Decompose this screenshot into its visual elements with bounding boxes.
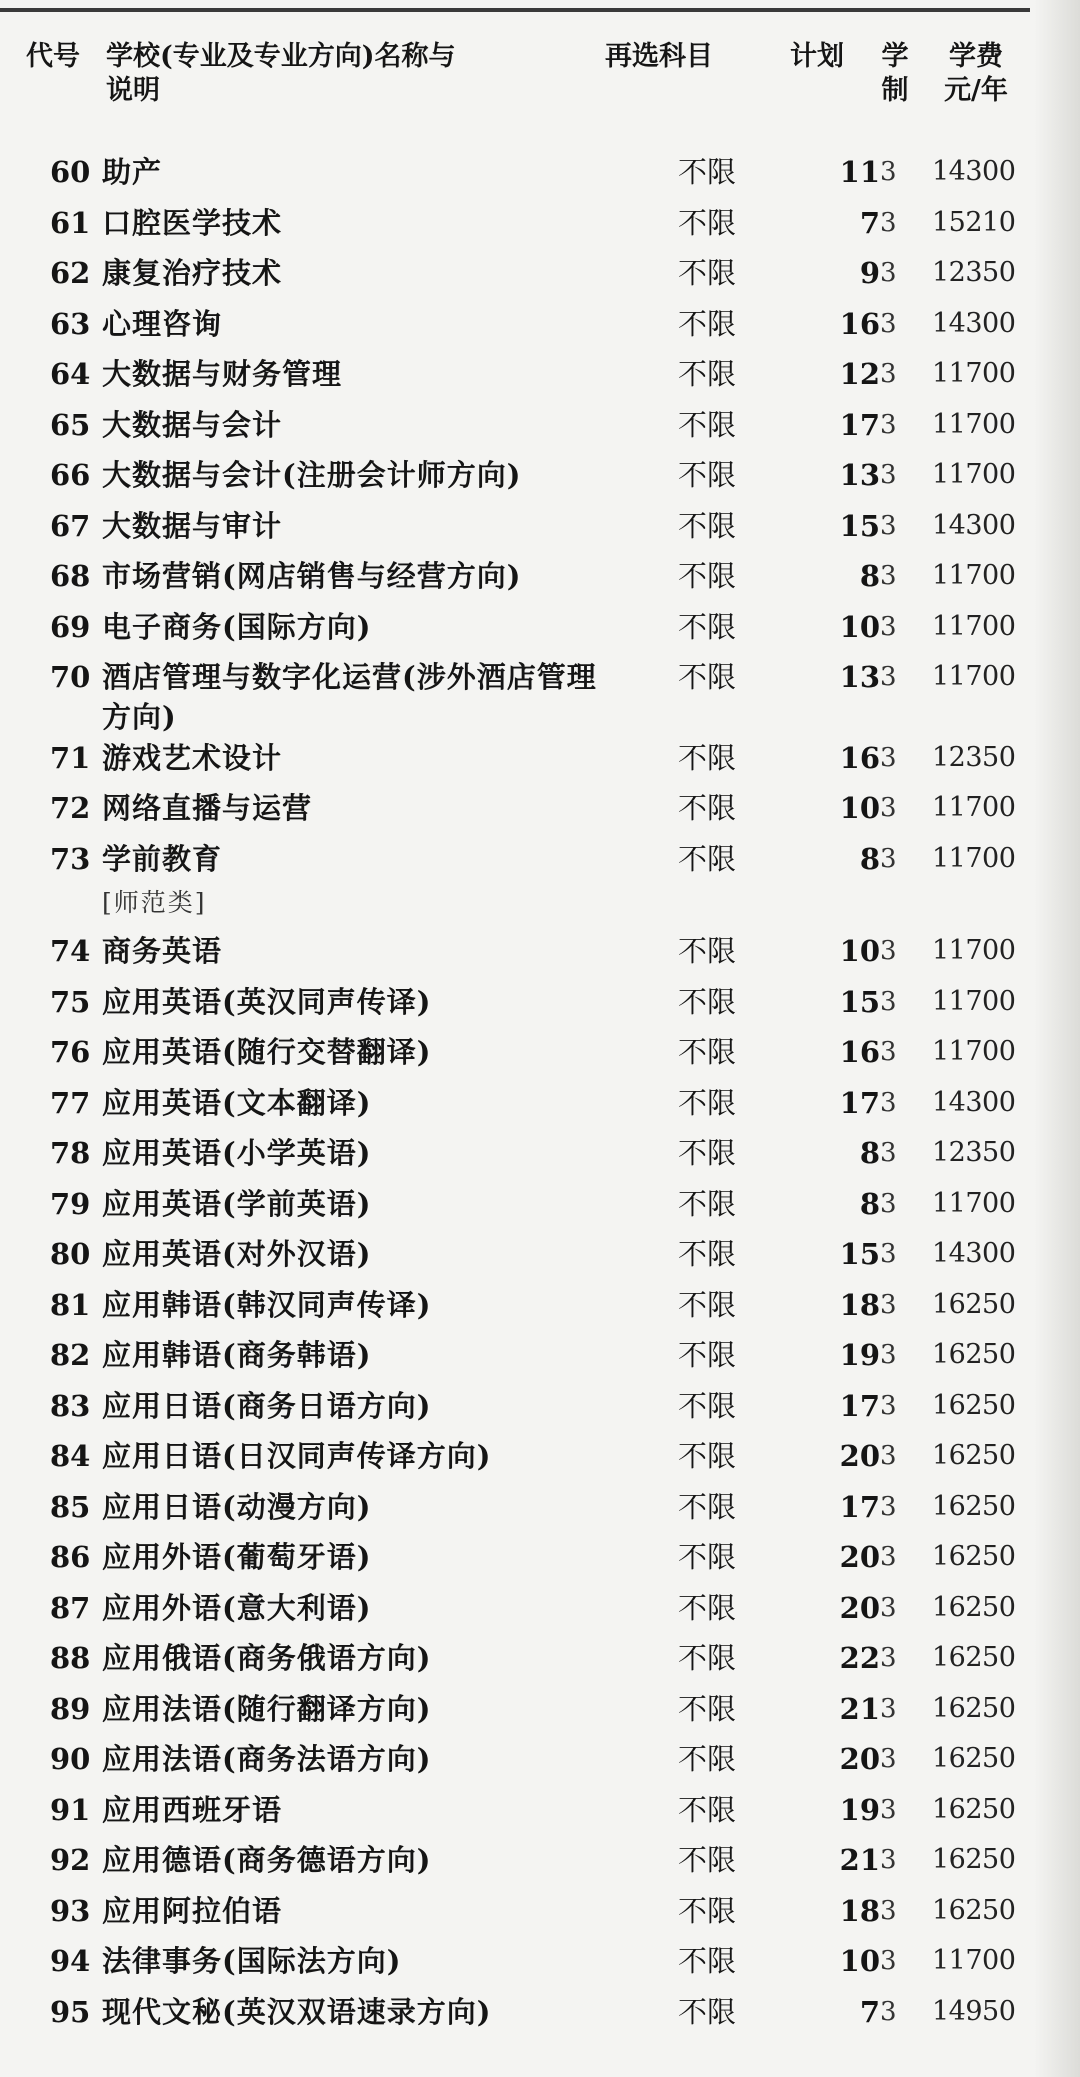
row-code: 84: [50, 1439, 91, 1473]
category-label: [师范类]: [102, 887, 207, 917]
row-code: 88: [50, 1641, 91, 1675]
row-years: 3: [880, 1996, 897, 2027]
row-subject: 不限: [678, 1388, 737, 1423]
row-name: 游戏艺术设计: [102, 740, 283, 775]
row-years: 3: [880, 742, 897, 773]
row-plan: 15: [839, 508, 880, 543]
row-years: 3: [880, 936, 897, 966]
row-fee: 11700: [932, 560, 1016, 591]
row-plan: 10: [839, 1944, 880, 1978]
row-name: 应用英语(学前英语): [102, 1186, 372, 1221]
row-fee: 11700: [932, 661, 1016, 692]
row-name: 应用阿拉伯语: [102, 1893, 283, 1928]
row-name: 应用英语(小学英语): [102, 1136, 372, 1170]
row-name: 应用西班牙语: [102, 1792, 283, 1827]
row-fee: 11700: [932, 842, 1016, 874]
row-fee: 14950: [932, 1995, 1016, 2027]
row-subject: 不限: [678, 1035, 737, 1069]
row-years: 3: [880, 1542, 897, 1572]
row-years: 3: [880, 1693, 897, 1724]
row-subject: 不限: [678, 1691, 737, 1726]
row-name: 现代文秘(英汉双语速录方向): [102, 1994, 492, 2029]
row-years: 3: [880, 1592, 897, 1623]
row-name: 应用外语(意大利语): [102, 1590, 372, 1625]
row-years: 3: [880, 1895, 897, 1926]
row-fee: 16250: [932, 1389, 1016, 1421]
row-subject: 不限: [678, 205, 737, 240]
row-years: 3: [880, 510, 897, 541]
row-subject: 不限: [678, 1843, 737, 1877]
row-fee: 14300: [932, 509, 1016, 541]
row-name: 应用法语(商务法语方向): [102, 1742, 432, 1776]
row-code: 63: [50, 306, 91, 341]
row-fee: 16250: [932, 1743, 1016, 1774]
row-plan: 15: [839, 984, 880, 1019]
row-name: 应用英语(对外汉语): [102, 1237, 372, 1271]
row-plan: 20: [839, 1590, 880, 1625]
row-name: 应用俄语(商务俄语方向): [102, 1641, 432, 1675]
row-plan: 10: [839, 934, 880, 968]
row-code: 94: [50, 1944, 91, 1978]
row-name: 大数据与会计(注册会计师方向): [102, 458, 522, 492]
row-code: 82: [50, 1338, 91, 1372]
row-plan: 7: [859, 1994, 880, 2029]
row-fee: 16250: [932, 1692, 1016, 1724]
row-code: 75: [50, 984, 91, 1019]
row-plan: 17: [839, 1489, 880, 1524]
row-code: 81: [50, 1287, 91, 1322]
row-name: 口腔医学技术: [102, 205, 283, 240]
row-code: 78: [50, 1136, 91, 1170]
row-plan: 10: [839, 609, 880, 644]
row-name: 大数据与审计: [102, 508, 283, 543]
row-subject: 不限: [678, 791, 737, 825]
row-subject: 不限: [678, 660, 737, 694]
row-name: 法律事务(国际法方向): [102, 1944, 402, 1978]
row-plan: 22: [839, 1641, 880, 1675]
row-years: 3: [880, 1491, 897, 1522]
row-fee: 16250: [932, 1642, 1016, 1673]
row-years: 3: [880, 460, 897, 490]
row-years: 3: [880, 157, 897, 187]
row-subject: 不限: [678, 458, 737, 492]
row-plan: 17: [839, 407, 880, 442]
row-name: 应用韩语(商务韩语): [102, 1338, 372, 1372]
row-subject: 不限: [678, 155, 737, 189]
row-subject: 不限: [678, 841, 737, 876]
row-fee: 16250: [932, 1844, 1016, 1875]
row-plan: 21: [839, 1691, 880, 1726]
row-years: 3: [880, 986, 897, 1017]
row-plan: 12: [839, 357, 880, 391]
row-code: 67: [50, 508, 91, 543]
row-plan: 18: [839, 1893, 880, 1928]
row-plan: 16: [839, 740, 880, 775]
row-subject: 不限: [678, 1944, 737, 1978]
row-years: 3: [880, 793, 897, 823]
row-plan: 7: [859, 205, 880, 240]
row-name: 康复治疗技术: [102, 256, 283, 290]
row-fee: 11700: [932, 459, 1016, 490]
row-code: 91: [50, 1792, 91, 1827]
row-years: 3: [880, 1390, 897, 1421]
row-fee: 11700: [932, 358, 1016, 389]
row-code: 92: [50, 1843, 91, 1877]
row-code: 86: [50, 1540, 91, 1574]
row-subject: 不限: [678, 1590, 737, 1625]
row-code: 65: [50, 407, 91, 442]
row-name: 商务英语: [102, 934, 223, 968]
row-years: 3: [880, 1845, 897, 1875]
row-subject: 不限: [678, 357, 737, 391]
row-plan: 9: [859, 256, 880, 290]
row-years: 3: [880, 258, 897, 288]
row-plan: 21: [839, 1843, 880, 1877]
row-fee: 11700: [932, 1187, 1016, 1219]
row-subject: 不限: [678, 1338, 737, 1372]
row-years: 3: [880, 1441, 897, 1471]
row-plan: 16: [839, 1035, 880, 1069]
row-subject: 不限: [678, 1641, 737, 1675]
row-fee: 16250: [932, 1591, 1016, 1623]
row-fee: 11700: [932, 1945, 1016, 1976]
page-edge-shadow: [1034, 0, 1080, 2077]
row-years: 3: [880, 1643, 897, 1673]
row-plan: 17: [839, 1388, 880, 1423]
row-subject: 不限: [678, 1287, 737, 1322]
row-code: 79: [50, 1186, 91, 1221]
row-name: 助产: [102, 155, 163, 189]
row-plan: 11: [839, 155, 880, 189]
table-top-rule: [0, 8, 1030, 12]
row-years: 3: [880, 1289, 897, 1320]
row-years: 3: [880, 207, 897, 238]
row-plan: 13: [839, 660, 880, 694]
row-name: 酒店管理与数字化运营(涉外酒店管理方向): [102, 660, 597, 734]
row-name: 心理咨询: [102, 306, 223, 341]
row-plan: 15: [839, 1237, 880, 1271]
row-subject: 不限: [678, 1439, 737, 1473]
row-code: 73: [50, 841, 91, 876]
row-subject: 不限: [678, 1742, 737, 1776]
row-subject: 不限: [678, 407, 737, 442]
row-fee: 16250: [932, 1541, 1016, 1572]
row-years: 3: [880, 1037, 897, 1067]
row-years: 3: [880, 409, 897, 440]
row-plan: 8: [859, 559, 880, 593]
row-plan: 13: [839, 458, 880, 492]
row-name: 市场营销(网店销售与经营方向): [102, 559, 522, 593]
row-years: 3: [880, 611, 897, 642]
row-plan: 17: [839, 1085, 880, 1120]
header-code: 代号: [26, 41, 80, 72]
row-years: 3: [880, 1138, 897, 1168]
row-plan: 20: [839, 1439, 880, 1473]
row-years: 3: [880, 1340, 897, 1370]
row-plan: 10: [839, 791, 880, 825]
row-code: 77: [50, 1085, 91, 1120]
row-years: 3: [880, 1188, 897, 1219]
row-fee: 12350: [932, 1137, 1016, 1168]
row-code: 60: [50, 155, 91, 189]
row-code: 95: [50, 1994, 91, 2029]
row-code: 61: [50, 205, 91, 240]
row-fee: 16250: [932, 1440, 1016, 1471]
row-plan: 8: [859, 1186, 880, 1221]
row-name: 应用日语(动漫方向): [102, 1489, 372, 1524]
row-plan: 8: [859, 841, 880, 876]
row-subject: 不限: [678, 1186, 737, 1221]
row-name: 应用英语(文本翻译): [102, 1085, 372, 1120]
row-years: 3: [880, 308, 897, 339]
row-subject: 不限: [678, 934, 737, 968]
row-code: 87: [50, 1590, 91, 1625]
row-subject: 不限: [678, 1489, 737, 1524]
row-name: 应用外语(葡萄牙语): [102, 1540, 372, 1574]
row-plan: 20: [839, 1540, 880, 1574]
row-subject: 不限: [678, 306, 737, 341]
row-plan: 16: [839, 306, 880, 341]
row-fee: 14300: [932, 156, 1016, 187]
row-code: 69: [50, 609, 91, 644]
row-name: 应用韩语(韩汉同声传译): [102, 1287, 432, 1322]
row-fee: 16250: [932, 1288, 1016, 1320]
row-years: 3: [880, 1744, 897, 1774]
row-years: 3: [880, 1087, 897, 1118]
row-plan: 19: [839, 1792, 880, 1827]
row-name: 电子商务(国际方向): [102, 609, 372, 644]
row-fee: 11700: [932, 985, 1016, 1017]
row-plan: 20: [839, 1742, 880, 1776]
row-subject: 不限: [678, 1994, 737, 2029]
row-subject: 不限: [678, 984, 737, 1019]
header-school-name: 学校(专业及专业方向)名称与说明: [106, 41, 456, 106]
row-fee: 12350: [932, 741, 1016, 773]
row-fee: 11700: [932, 1036, 1016, 1067]
row-years: 3: [880, 1239, 897, 1269]
row-years: 3: [880, 662, 897, 692]
row-code: 93: [50, 1893, 91, 1928]
row-name: 应用英语(英汉同声传译): [102, 984, 432, 1019]
row-name: 应用英语(随行交替翻译): [102, 1035, 432, 1069]
row-code: 72: [50, 791, 91, 825]
row-fee: 15210: [932, 206, 1016, 238]
row-years: 3: [880, 843, 897, 874]
row-code: 62: [50, 256, 91, 290]
row-plan: 8: [859, 1136, 880, 1170]
row-code: 74: [50, 934, 91, 968]
row-plan: 18: [839, 1287, 880, 1322]
row-subject: 不限: [678, 559, 737, 593]
row-code: 76: [50, 1035, 91, 1069]
row-name: 应用法语(随行翻译方向): [102, 1691, 432, 1726]
row-code: 83: [50, 1388, 91, 1423]
row-fee: 14300: [932, 1086, 1016, 1118]
row-code: 80: [50, 1237, 91, 1271]
row-fee: 11700: [932, 610, 1016, 642]
row-fee: 16250: [932, 1339, 1016, 1370]
row-name: 应用德语(商务德语方向): [102, 1843, 432, 1877]
row-name: 应用日语(商务日语方向): [102, 1388, 432, 1423]
row-fee: 11700: [932, 408, 1016, 440]
row-subject: 不限: [678, 508, 737, 543]
row-subject: 不限: [678, 1136, 737, 1170]
row-fee: 12350: [932, 257, 1016, 288]
row-subject: 不限: [678, 1540, 737, 1574]
row-years: 3: [880, 1794, 897, 1825]
row-years: 3: [880, 561, 897, 591]
row-fee: 14300: [932, 307, 1016, 339]
row-subject: 不限: [678, 1237, 737, 1271]
row-name: 网络直播与运营: [102, 791, 313, 825]
row-subject: 不限: [678, 609, 737, 644]
row-fee: 16250: [932, 1793, 1016, 1825]
row-subject: 不限: [678, 740, 737, 775]
row-fee: 16250: [932, 1490, 1016, 1522]
header-length: 学制: [881, 41, 909, 106]
row-code: 89: [50, 1691, 91, 1726]
header-subject: 再选科目: [605, 41, 713, 72]
row-code: 64: [50, 357, 91, 391]
row-fee: 16250: [932, 1894, 1016, 1926]
row-years: 3: [880, 359, 897, 389]
row-name: 大数据与财务管理: [102, 357, 343, 391]
row-fee: 14300: [932, 1238, 1016, 1269]
row-name: 应用日语(日汉同声传译方向): [102, 1439, 492, 1473]
row-fee: 11700: [932, 935, 1016, 966]
row-code: 71: [50, 740, 91, 775]
header-plan: 计划: [790, 41, 844, 72]
row-subject: 不限: [678, 1893, 737, 1928]
row-code: 85: [50, 1489, 91, 1524]
row-code: 68: [50, 559, 91, 593]
row-code: 90: [50, 1742, 91, 1776]
row-years: 3: [880, 1946, 897, 1976]
row-subject: 不限: [678, 1792, 737, 1827]
row-plan: 19: [839, 1338, 880, 1372]
row-code: 66: [50, 458, 91, 492]
row-code: 70: [50, 660, 91, 694]
row-name: 学前教育: [102, 841, 223, 876]
row-fee: 11700: [932, 792, 1016, 823]
header-fee: 学费元/年: [944, 41, 1008, 106]
row-subject: 不限: [678, 1085, 737, 1120]
row-name: 大数据与会计: [102, 407, 283, 442]
row-subject: 不限: [678, 256, 737, 290]
